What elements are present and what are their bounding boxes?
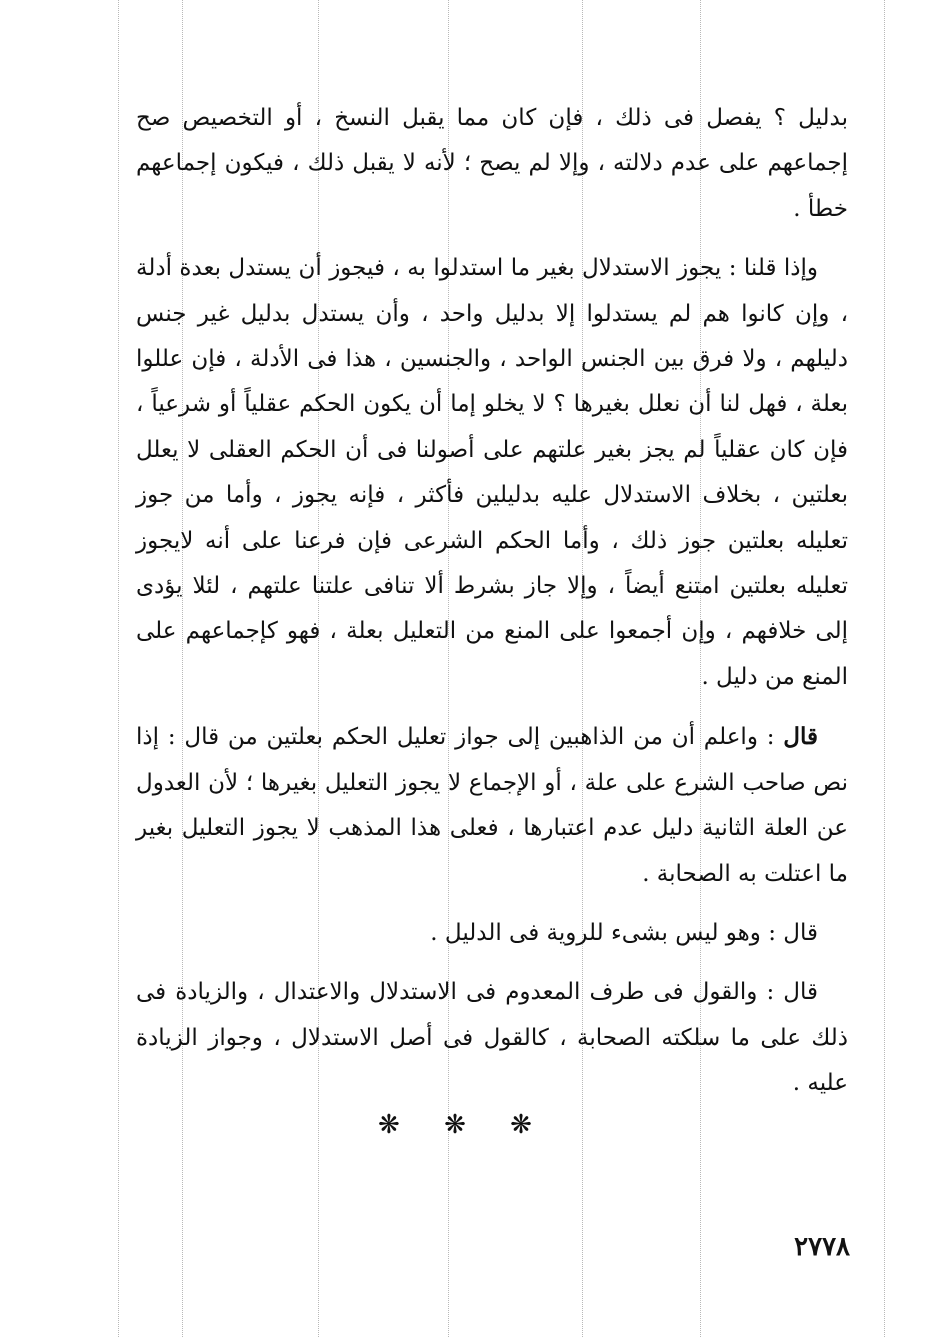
section-ornament: ❋ ❋ ❋ bbox=[378, 1110, 550, 1140]
paragraph-continuation bbox=[136, 96, 848, 232]
paragraph-spacer bbox=[136, 700, 848, 714]
paragraph-text: قال : وهو ليس بشىء للروية فى الدليل . bbox=[430, 919, 818, 946]
page-number: ٢٧٧٨ bbox=[794, 1232, 850, 1262]
paragraph-text: : واعلم أن من الذاهبين إلى جواز تعليل الحكم بعلتين من قال : إذا نص صاحب الشرع على علة ، أو الإجماع لا يجوز التعليل بغيرها ؛ لأن العدول عن العلة الثانية دليل عدم اعتبارها ، فعلى هذا المذهب لا يجوز التعليل بغير ما اعتلت به الصحابة . bbox=[136, 724, 848, 887]
paragraph-closing bbox=[136, 970, 848, 1106]
paragraph-spacer bbox=[136, 897, 848, 911]
paragraph-text: وإذا قلنا : يجوز الاستدلال بغير ما استدلوا به ، فيجوز أن يستدل بعدة أدلة ، وإن كانوا هم لم يستدلوا إلا بدليل واحد ، وأن يستدل بدليل غير جنس دليلهم ، ولا فرق بين الجنس الواحد ، والجنسين ، هذا فى الأدلة ، فإن عللوا بعلة ، فهل لنا أن نعلل بغيرها ؟ لا يخلو إما أن يكون الحكم عقلياً أو شرعياً ، فإن كان عقلياً لم يجز بغير علتهم على أصولنا فى أن الحكم العقلى لا يعلل بعلتين ، بخلاف الاستدلال عليه بدليلين فأكثر ، فإنه يجوز ، وأما من جوز تعليله بعلتين جوز ذلك ، وأما الحكم الشرعى فإن فرعنا على أنه لايجوز تعليله بعلتين امتنع أيضاً ، وإلا جاز بشرط ألا تنافى علتنا علتهم ، لئلا يؤدى إلى خلافهم ، وإن أجمعوا على المنع من التعليل بعلة ، فهو كإجماعهم على المنع من دليل . bbox=[136, 255, 848, 690]
paragraph-analogy-reasoning bbox=[136, 246, 848, 700]
paragraph-text: قال : والقول فى طرف المعدوم فى الاستدلال والاعتدال ، والزيادة فى ذلك على ما سلكته الصحابة ، كالقول فى أصل الاستدلال ، وجواز الزيادة عليه . bbox=[136, 979, 848, 1097]
paragraph-lead-word: قال bbox=[783, 723, 818, 751]
paragraph-short-remark bbox=[136, 911, 848, 956]
body-text bbox=[136, 96, 848, 1107]
paragraph-spacer bbox=[136, 232, 848, 246]
paragraph-spacer bbox=[136, 956, 848, 970]
paragraph-text: بدليل ؟ يفصل فى ذلك ، فإن كان مما يقبل النسخ ، أو التخصيص صح إجماعهم على عدم دلالته ، وإلا لم يصح ؛ لأنه لا يقبل ذلك ، فيكون إجماعهم خطأ . bbox=[136, 105, 848, 222]
paragraph-two-causes bbox=[136, 714, 848, 897]
